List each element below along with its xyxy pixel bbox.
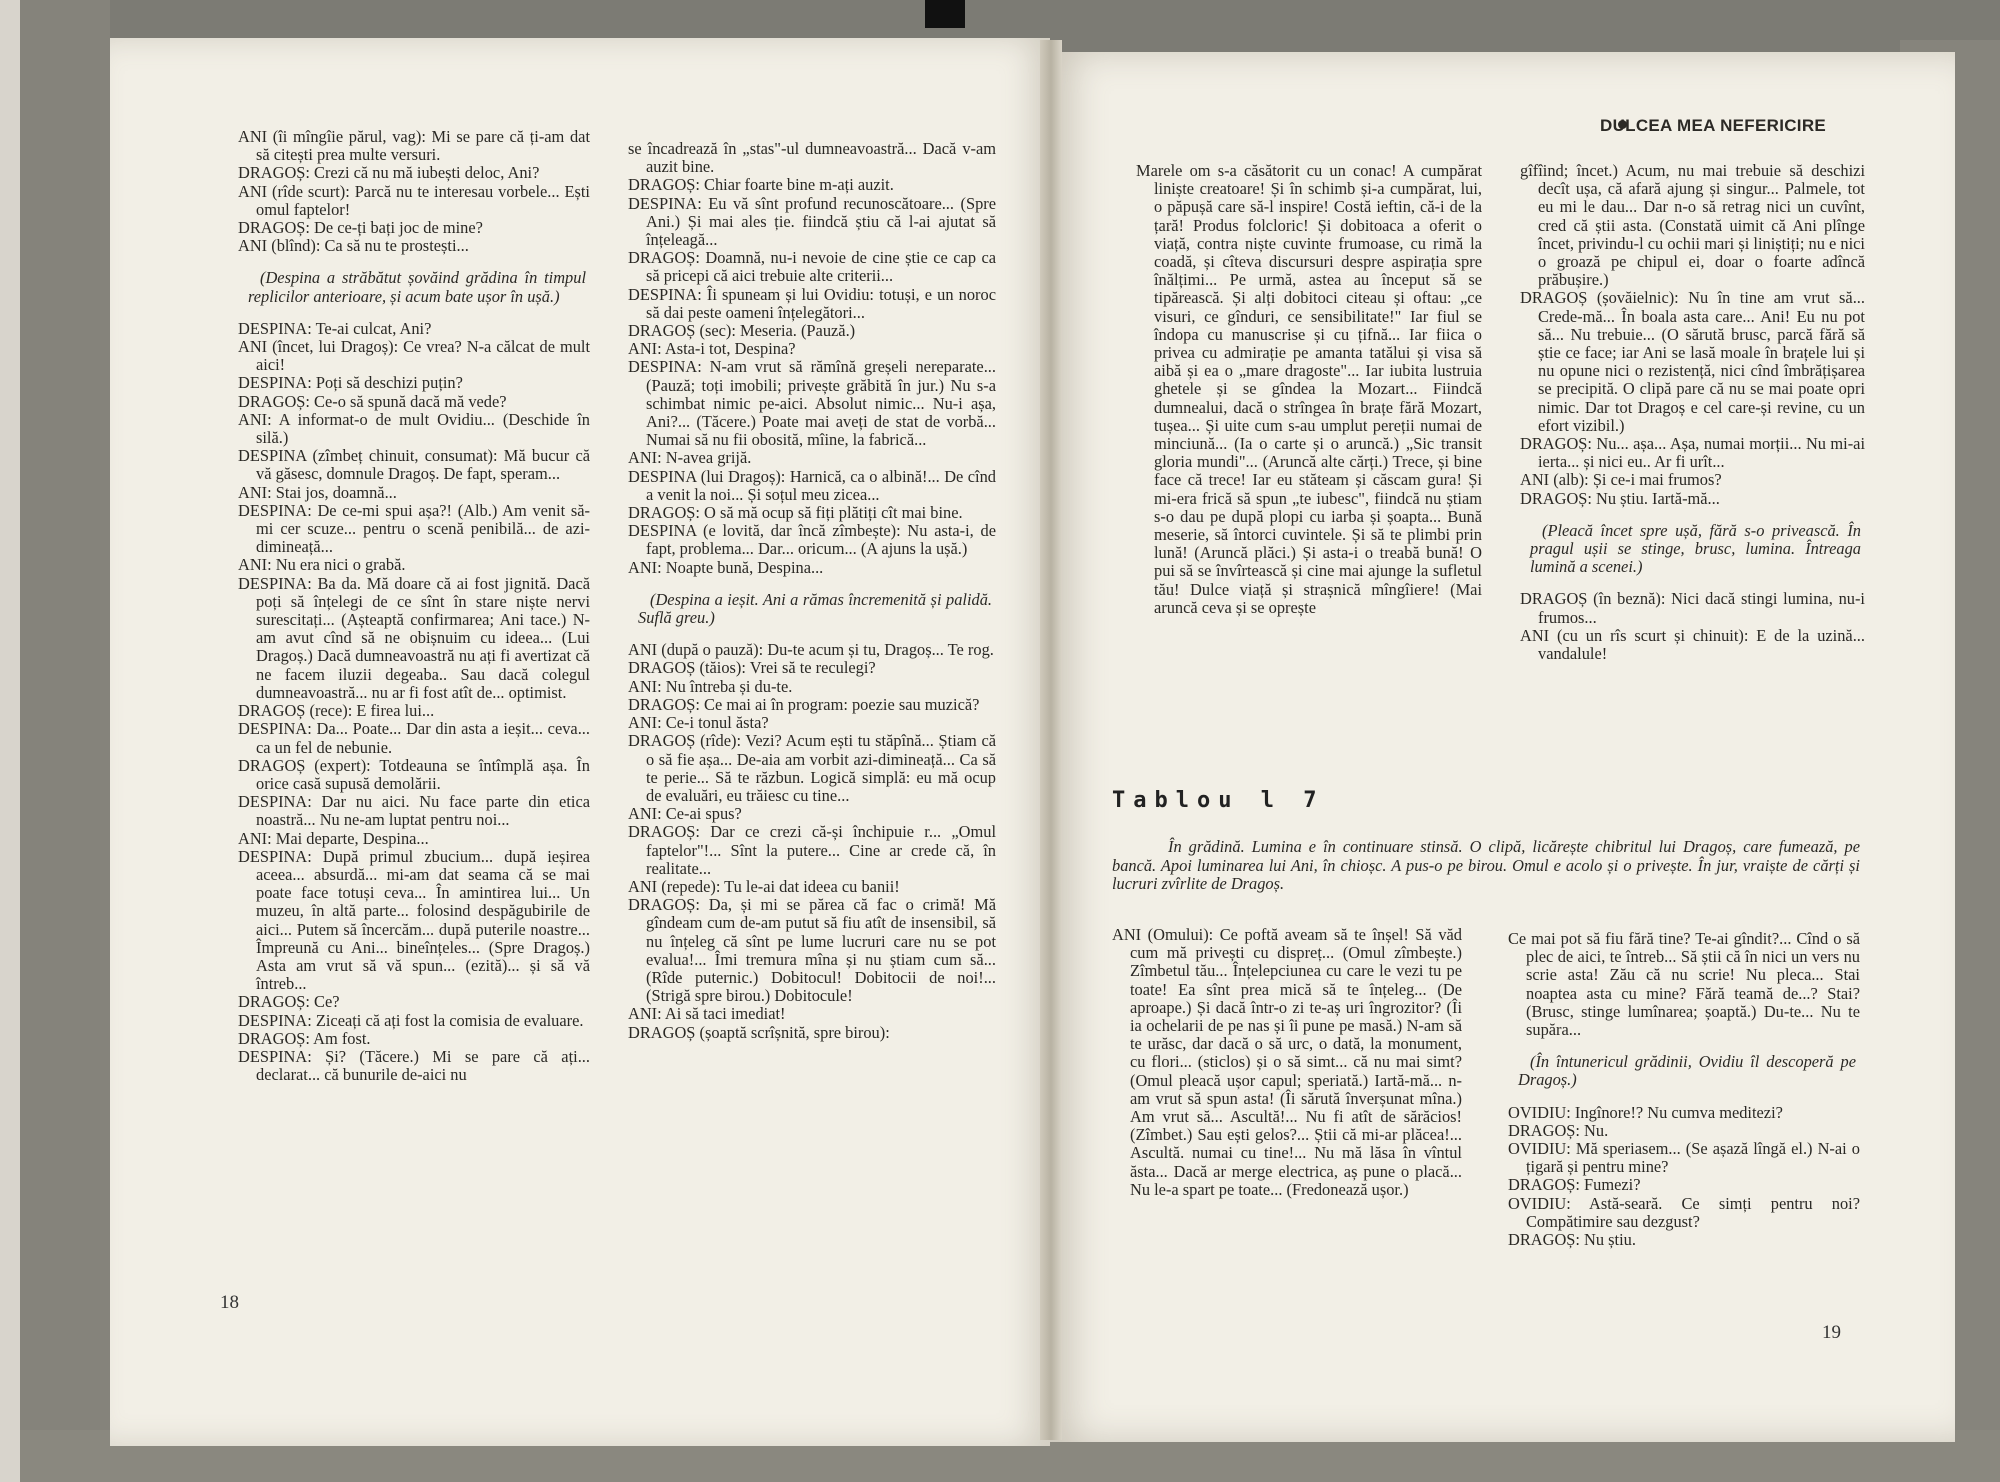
page-number-right: 19 <box>1822 1322 1841 1343</box>
dialogue-line: DESPINA (lui Dragoș): Harnică, ca o albină!... De cînd a venit la noi... Și soțul meu zicea... <box>628 466 996 504</box>
dialogue-line: DRAGOȘ: O să mă ocup să fiți plătiți cît mai bine. <box>628 503 963 523</box>
dialogue-line: DESPINA: De ce-mi spui așa?! (Alb.) Am venit să-mi cer scuze... pentru o scenă penibilă... de azi-dimineață... <box>238 500 590 557</box>
dialogue-line: DRAGOȘ (în beznă): Nici dacă stingi lumina, nu-i frumos... <box>1520 589 1865 627</box>
dialogue-line: DESPINA: N-am vrut să rămînă greșeli nereparate... (Pauză; toți imobili; privește grăbită în jur.) Nu s-a schimbat nimic pe-aici. Absolut nimic... Nu-i așa, Ani?... (Tăcere.) Poate mai aveți de stat de vorbă... Numai să nu fii obosită, mîine, la fabrică... <box>628 357 996 450</box>
dialogue-line: ANI (îi mîngîie părul, vag): Mi se pare că ți-am dat să citești prea multe versuri. <box>238 127 590 165</box>
stage-direction: (Pleacă încet spre ușă, fără s-o privească. În pragul ușii se stinge, brusc, lumina. Întreaga lumină a scenei.) <box>1530 520 1861 577</box>
dialogue-line: DESPINA (e lovită, dar încă zîmbește): Nu asta-i, de fapt, problema... Dar... oricum... (A ajuns la ușă.) <box>628 521 996 559</box>
dialogue-line: DESPINA (zîmbeț chinuit, consumat): Mă bucur că vă găsesc, domnule Dragoș. De fapt, speram... <box>238 446 590 484</box>
dialogue-line: DRAGOȘ (șovăielnic): Nu în tine am vrut să... Crede-mă... În boala asta care... Ani! Eu nu pot să... Nu trebuie... (O sărută brusc, parcă fără să știe ce face; iar Ani se lasă moale în brațele lui și nu opune nici o rezistență, nici cînd îmbrățișarea se precipită. O clipă pare că nu se mai poate opri nimic. Dar tot Dragoș e cel care-și revine, cu un efort vizibil.) <box>1520 288 1865 435</box>
dialogue-line: DRAGOȘ: Crezi că nu mă iubești deloc, Ani? <box>238 163 540 183</box>
left-page-column-2 <box>628 140 996 1042</box>
dialogue-line: ANI: Nu întreba și du-te. <box>628 676 793 696</box>
dialogue-line: ANI: Noapte bună, Despina... <box>628 557 824 577</box>
dialogue-line: DRAGOȘ: De ce-ți bați joc de mine? <box>238 218 483 238</box>
dialogue-line: DESPINA: Ba da. Mă doare că ai fost jignită. Dacă poți să înțelegi de ce sînt în stare niște nervi surescitați... (Așteaptă confirmarea; Ani tace.) N-am avut cînd să ne obișnuim cu ideea... (Lui Dragoș.) Dacă dumneavoastră nu ați fi avertizat că ne facem iluzii degeaba.. Sau dacă colegul dumneavoastră... nu ar fi fost atît de... optimist. <box>238 573 590 702</box>
dialogue-line: DRAGOȘ: Fumezi? <box>1508 1175 1641 1195</box>
dialogue-line: DRAGOȘ: Doamnă, nu-i nevoie de cine știe ce cap ca să pricepi că aici trebuie alte criterii... <box>628 248 996 286</box>
dialogue-line: ANI: A informat-o de mult Ovidiu... (Deschide în silă.) <box>238 409 590 448</box>
right-page-column-2 <box>1520 162 1865 663</box>
dialogue-line: ANI (cu un rîs scurt și chinuit): E de la uzină... vandalule! <box>1520 625 1865 664</box>
dialogue-line: DRAGOȘ: Nu. <box>1508 1120 1609 1140</box>
dialogue-line: ANI: Asta-i tot, Despina? <box>628 339 796 359</box>
dialogue-line: ANI (repede): Tu le-ai dat ideea cu banii! <box>628 876 900 896</box>
dialogue-line: Ce mai pot să fiu fără tine? Te-ai gîndit?... Cînd o să plec de aici, te întreb... Să știi că în nici un vers nu scrie asta! Zău că nu scrie! Nu pleca... Stai noaptea asta cu mine? Fără teamă de...? Stai? (Brusc, stinge lumînarea; șoaptă.) Du-te... Nu te supăra... <box>1508 929 1860 1040</box>
dialogue-line: ANI: N-avea grijă. <box>628 448 752 468</box>
book-gutter <box>1040 40 1062 1440</box>
dialogue-line: DRAGOȘ: Nu știu. <box>1508 1230 1636 1250</box>
dialogue-line: ANI: Stai jos, doamnă... <box>238 482 397 502</box>
dialogue-line: DRAGOȘ: Ce-o să spună dacă mă vede? <box>238 391 507 411</box>
dialogue-line: DRAGOȘ (rece): E firea lui... <box>238 701 435 721</box>
stage-direction: (În întunericul grădinii, Ovidiu îl descoperă pe Dragoș.) <box>1518 1052 1856 1090</box>
dialogue-line: DESPINA: Și? (Tăcere.) Mi se pare că ați... declarat... că bunurile de-aici nu <box>238 1046 590 1085</box>
dialogue-line: ANI: Nu era nici o grabă. <box>238 555 406 575</box>
dialogue-line: DRAGOȘ: Da, și mi se părea că fac o crimă! Mă gîndeam cum de-am putut să fiu atît de insensibil, să nu înțeleg că sînt pe lume lucruri care nu se pot evalua!... Îmi tremura mîna și nu știam cum să... (Rîde puternic.) Dobitocul! Dobitocii de noi!... (Strigă spre birou.) Dobitocule! <box>628 895 996 1006</box>
black-bookmark <box>925 0 965 28</box>
dialogue-line: OVIDIU: Mă speriasem... (Se așază lîngă el.) N-ai o țigară și pentru mine? <box>1508 1139 1860 1177</box>
right-page-column-1 <box>1136 162 1482 617</box>
dialogue-line: DRAGOȘ: Ce? <box>238 992 340 1012</box>
dialogue-line: DRAGOȘ (șoaptă scrîșnită, spre birou): <box>628 1022 890 1042</box>
dialogue-line: OVIDIU: Astă-seară. Ce simți pentru noi? Compătimire sau dezgust? <box>1508 1193 1860 1231</box>
dialogue-line: DESPINA: Dar nu aici. Nu face parte din etica noastră... Nu ne-am luptat pentru noi... <box>238 792 590 830</box>
stage-direction: (Despina a ieșit. Ani a rămas încremenită și palidă. Suflă greu.) <box>638 589 992 628</box>
scene-intro: În grădină. Lumina e în continuare stinsă. O clipă, licărește chibritul lui Dragoș, care fumează, pe bancă. Apoi luminarea lui Ani, în chioșc. A pus-o pe birou. Omul e acolo și o privește. În jur, vraiște de cărți și lucruri zvîrlite de Dragoș. <box>1112 837 1860 894</box>
running-head: DULCEA MEA NEFERICIRE <box>1600 116 1827 135</box>
left-page-column-1 <box>238 128 590 1084</box>
dialogue-line: DESPINA: Eu vă sînt profund recunoscătoare... (Spre Ani.) Și mai ales ție. fiindcă știu că l-ai ajutat să înțeleagă... <box>628 193 996 250</box>
dialogue-line: DESPINA: Da... Poate... Dar din asta a ieșit... ceva... ca un fel de nebunie. <box>238 719 590 757</box>
dialogue-line: DESPINA: Poți să deschizi puțin? <box>238 373 463 393</box>
dialogue-line: ANI (după o pauză): Du-te acum și tu, Dragoș... Te rog. <box>628 640 994 660</box>
page-number-left: 18 <box>220 1292 239 1313</box>
dialogue-line: ANI: Ce-ai spus? <box>628 804 742 824</box>
dialogue-line: DRAGOȘ (expert): Totdeauna se întîmplă așa. În orice casă supusă demolării. <box>238 755 590 793</box>
dialogue-line: ANI (blînd): Ca să nu te prostești... <box>238 236 469 256</box>
dialogue-line: ANI: Mai departe, Despina... <box>238 828 429 848</box>
dialogue-line: DRAGOȘ: Ce mai ai în program: poezie sau muzică? <box>628 694 980 714</box>
dialogue-line: ANI (Omului): Ce poftă aveam să te înșel! Să văd cum mă privești cu dispreț... (Omul zîmbește.) Zîmbetul tău... Înțelepciunea cu care le vezi tu pe toate! Ea sînt prea mică să te înțeleg... (De aproape.) Și dacă într-o zi te-aș uri îngrozitor? (Îi ia ochelarii de pe nas și îi pune pe masă.) N-am să te urăsc, dar dacă o să urc, o dată, la monument, cu flori... (sticlos) și o să simt... că nu mai simt? (Omul pleacă ușor capul; speriată.) Iartă-mă... n-am vrut să spun asta! (Îi sărută înverșunat mîna.) Am vrut să... Ascultă!... Nu fi atît de sărăcios! (Zîmbet.) Sau ești gelos?... Știi că mi-ar plăcea!... Ascultă. numai cu tine!... Nu mă lăsa în vîntul ăsta... Dacă ar merge electrica, aș pune o placă... Nu le-a spart pe toate... (Fredonează ușor.) <box>1112 925 1462 1199</box>
dialogue-line: DRAGOȘ: Dar ce crezi că-și închipuie r... „Omul faptelor"!... Sînt la putere... Cine ar crede că, în realitate... <box>628 822 996 878</box>
dialogue-line: DESPINA: Ziceați că ați fost la comisia de evaluare. <box>238 1010 584 1030</box>
dialogue-line: ANI (încet, lui Dragoș): Ce vrea? N-a călcat de mult aici! <box>238 337 590 375</box>
right-page-column-3 <box>1112 926 1462 1199</box>
dialogue-line: DRAGOȘ (sec): Meseria. (Pauză.) <box>628 321 856 341</box>
dialogue-line: se încadrează în „stas"-ul dumneavoastră... Dacă v-am auzit bine. <box>628 139 996 177</box>
dialogue-line: DRAGOȘ (rîde): Vezi? Acum ești tu stăpînă... Știam că o să fie așa... De-aia am vorbit azi-dimineață... Ca să te perie... Să te răzbun. Logică simplă: eu mă ocup de evaluări, eu trăiesc cu tine... <box>628 731 996 805</box>
dialogue-line: ANI (rîde scurt): Parcă nu te interesau vorbele... Ești omul faptelor! <box>238 181 590 219</box>
right-page-column-4 <box>1508 930 1860 1249</box>
dialogue-line: DRAGOȘ: Chiar foarte bine m-ați auzit. <box>628 175 894 195</box>
stage-direction: (Despina a străbătut șovăind grădina în timpul replicilor anterioare, și acum bate ușor în ușă.) <box>248 268 586 306</box>
dialogue-line: ANI: Ai să taci imediat! <box>628 1004 786 1024</box>
dialogue-line: ANI (alb): Și ce-i mai frumos? <box>1520 470 1722 490</box>
dialogue-line: Marele om s-a căsătorit cu un conac! A cumpărat liniște creatoare! Și în schimb și-a cumpărat, lui, o păpușă care să-l inspire! Costă ieftin, că-i de la țară! Produs folcloric! Și dobitoaca a oferit o viață, contra niște cuvinte frumoase, cu rimă la coadă, și cîteva discursuri despre aspirația spre înălțimi... Pe urmă, astea au început să se tipărească. Și alți dobitoci citeau și oftau: „ce visuri, ce gînduri, ce sensibilitate!" Iar fiul se îndopa cu manuscrise și cu țifnă... Iar fiica o privea cu admirație pe amanta tatălui și visa să aibă și ea o „mare dragoste"... Iar iubita lustruia ghetele și se gîndea la Mozart... Fiindcă dumnealui, dacă o strîngea în brațe fără Mozart, tușea... Și uite cum s-au umplut pereții numai de minciună... (Ia o carte și o aruncă.) „Sic transit gloria mundi"... (Aruncă alte cărți.) Trece, și bine face că trece! Iar eu stăteam și căscam gura! Și mi-era frică să spun „te iubesc", fiindcă nu știam s-o dau pe după plopi cu iarba și șoapta... Bună meserie, să întorci cuvintele. Și să te plimbi prin lună! (Aruncă plăci.) Și asta-i o treabă bună! O pui să se învîrtească și cine mai ajunge la sufletul tău! Dulce viață și strașnică mîngîiere! (Mai aruncă ceva și se oprește <box>1136 161 1482 617</box>
dialogue-line: DESPINA: Te-ai culcat, Ani? <box>238 318 432 338</box>
scene-heading: Tablou l 7 <box>1112 788 1325 813</box>
dialogue-line: DRAGOȘ: Nu știu. Iartă-mă... <box>1520 488 1720 508</box>
dialogue-line: DESPINA: După primul zbucium... după ieșirea aceea... absurdă... mi-am dat seama că se mai poate face totuși ceva... În amintirea lui... Un muzeu, în altă parte... folosind despăgubirile de aici... Putem să încercăm... după puterile noastre... Împreună cu Ani... bineînțeles... (Spre Dragoș.) Asta am vrut să vă spun... (ezită)... și să vă întreb... <box>238 846 590 994</box>
dialogue-line: gîfîind; încet.) Acum, nu mai trebuie să deschizi decît ușa, că afară ajung și singur... Palmele, tot eu mi le dau... Dar n-o să retrag nici un cuvînt, cred că știi asta. (Constată uimit că Ani plînge încet, privindu-l cu ochii mari și liniștiți; nu e nici o groază pe chipul ei, doar o foarte adîncă prăbușire.) <box>1520 161 1865 290</box>
dialogue-line: OVIDIU: Ingînore!? Nu cumva meditezi? <box>1508 1102 1783 1122</box>
dialogue-line: DRAGOȘ: Nu... așa... Așa, numai morții... Nu mi-ai ierta... și nici eu.. Ar fi urît... <box>1520 434 1865 472</box>
dialogue-line: DESPINA: Îi spuneam și lui Ovidiu: totuși, e un noroc să dai peste oameni înțelegători... <box>628 284 996 322</box>
dialogue-line: ANI: Ce-i tonul ăsta? <box>628 713 769 733</box>
dialogue-line: DRAGOȘ: Am fost. <box>238 1028 371 1048</box>
dialogue-line: DRAGOȘ (tăios): Vrei să te reculegi? <box>628 658 876 678</box>
book-cover-left <box>20 0 110 1482</box>
